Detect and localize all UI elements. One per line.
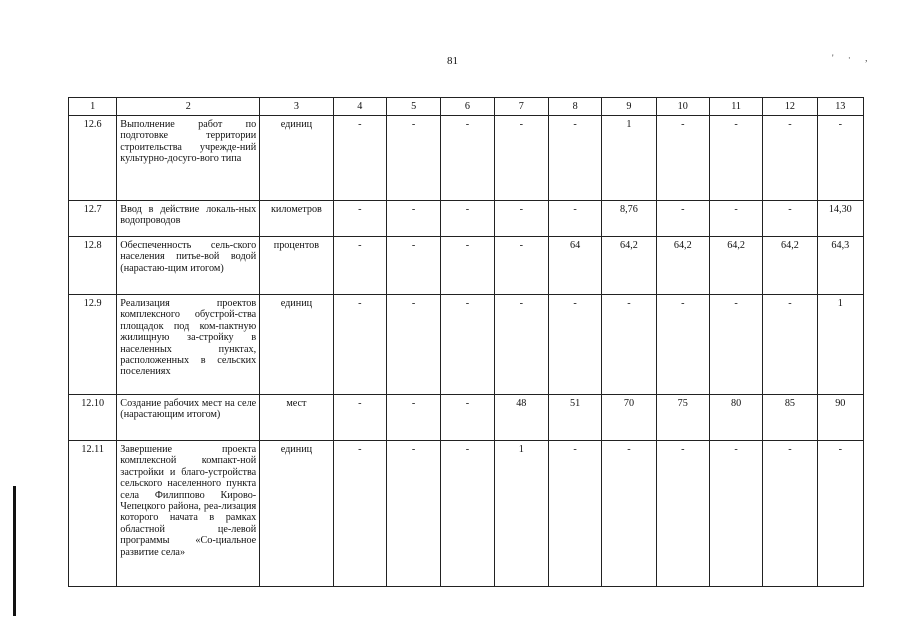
row-number: 12.9 (69, 295, 117, 395)
value-cell: - (709, 295, 762, 395)
row-unit: процентов (260, 237, 333, 295)
header-row (69, 98, 864, 116)
value-cell: - (333, 116, 386, 201)
header-cell: 1 (69, 98, 117, 116)
value-cell: - (817, 116, 863, 201)
value-cell: - (494, 237, 548, 295)
page-number: 81 (447, 55, 458, 67)
value-cell: - (494, 201, 548, 237)
value-cell: - (709, 116, 762, 201)
value-cell: 8,76 (602, 201, 656, 237)
table-row (69, 395, 864, 441)
value-cell: - (763, 116, 817, 201)
row-description: Ввод в действие локаль-ных водопроводов (117, 201, 260, 237)
value-cell: - (763, 201, 817, 237)
value-cell: 64,2 (763, 237, 817, 295)
table-row (69, 295, 864, 395)
value-cell: - (656, 295, 709, 395)
value-cell: 80 (709, 395, 762, 441)
value-cell: - (386, 395, 440, 441)
value-cell: - (494, 116, 548, 201)
value-cell: 48 (494, 395, 548, 441)
value-cell: 14,30 (817, 201, 863, 237)
value-cell: 64,2 (602, 237, 656, 295)
value-cell: - (656, 116, 709, 201)
value-cell: - (386, 237, 440, 295)
row-unit: единиц (260, 441, 333, 587)
row-number: 12.8 (69, 237, 117, 295)
row-description: Завершение проекта комплексной компакт-ной застройки и благо-устройства сельского населенного пункта села Филиппово Кирово-Чепецкого района, реа-лизация которого начата в рамках областной це-левой программы «Со-циальное развитие села» (117, 441, 260, 587)
value-cell: 85 (763, 395, 817, 441)
header-cell: 12 (763, 98, 817, 116)
row-number: 12.7 (69, 201, 117, 237)
value-cell: 1 (817, 295, 863, 395)
header-cell: 3 (260, 98, 333, 116)
value-cell: - (441, 237, 494, 295)
value-cell: - (709, 201, 762, 237)
value-cell: - (656, 201, 709, 237)
row-description: Обеспеченность сель-ского населения питье-вой водой (нарастаю-щим итогом) (117, 237, 260, 295)
value-cell: 1 (602, 116, 656, 201)
table-row (69, 201, 864, 237)
value-cell: - (333, 201, 386, 237)
value-cell: - (602, 441, 656, 587)
table-row (69, 441, 864, 587)
header-cell: 2 (117, 98, 260, 116)
value-cell: - (763, 295, 817, 395)
table-row (69, 116, 864, 201)
value-cell: - (441, 295, 494, 395)
header-cell: 11 (709, 98, 762, 116)
header-cell: 9 (602, 98, 656, 116)
value-cell: 64,2 (656, 237, 709, 295)
value-cell: 51 (548, 395, 601, 441)
header-cell: 8 (548, 98, 601, 116)
value-cell: 64,3 (817, 237, 863, 295)
value-cell: - (386, 441, 440, 587)
value-cell: - (817, 441, 863, 587)
value-cell: - (548, 441, 601, 587)
value-cell: - (441, 116, 494, 201)
value-cell: - (763, 441, 817, 587)
value-cell: - (386, 116, 440, 201)
row-description: Реализация проектов комплексного обустрой-ства площадок под ком-пактную жилищную за-стройку в населенных пунктах, расположенных в сельских поселениях (117, 295, 260, 395)
header-cell: 4 (333, 98, 386, 116)
value-cell: 64 (548, 237, 601, 295)
value-cell: - (333, 395, 386, 441)
header-cell: 6 (441, 98, 494, 116)
header-cell: 10 (656, 98, 709, 116)
row-unit: мест (260, 395, 333, 441)
value-cell: - (709, 441, 762, 587)
value-cell: - (494, 295, 548, 395)
row-unit: километров (260, 201, 333, 237)
value-cell: 75 (656, 395, 709, 441)
table-row (69, 237, 864, 295)
value-cell: - (548, 295, 601, 395)
header-cell: 7 (494, 98, 548, 116)
row-unit: единиц (260, 295, 333, 395)
corner-marks: ' · , (832, 53, 874, 63)
value-cell: - (656, 441, 709, 587)
value-cell: 90 (817, 395, 863, 441)
value-cell: - (441, 441, 494, 587)
row-number: 12.6 (69, 116, 117, 201)
value-cell: - (548, 201, 601, 237)
value-cell: - (333, 237, 386, 295)
value-cell: 64,2 (709, 237, 762, 295)
value-cell: 1 (494, 441, 548, 587)
value-cell: - (441, 201, 494, 237)
margin-bar (13, 486, 16, 616)
row-number: 12.11 (69, 441, 117, 587)
data-table (68, 97, 864, 587)
value-cell: - (386, 295, 440, 395)
row-number: 12.10 (69, 395, 117, 441)
value-cell: - (548, 116, 601, 201)
value-cell: - (386, 201, 440, 237)
row-description: Создание рабочих мест на селе (нарастающим итогом) (117, 395, 260, 441)
header-cell: 5 (386, 98, 440, 116)
value-cell: - (602, 295, 656, 395)
value-cell: - (333, 295, 386, 395)
header-cell: 13 (817, 98, 863, 116)
value-cell: - (441, 395, 494, 441)
row-description: Выполнение работ по подготовке территории строительства учрежде-ний культурно-досуго-вого типа (117, 116, 260, 201)
value-cell: 70 (602, 395, 656, 441)
row-unit: единиц (260, 116, 333, 201)
value-cell: - (333, 441, 386, 587)
